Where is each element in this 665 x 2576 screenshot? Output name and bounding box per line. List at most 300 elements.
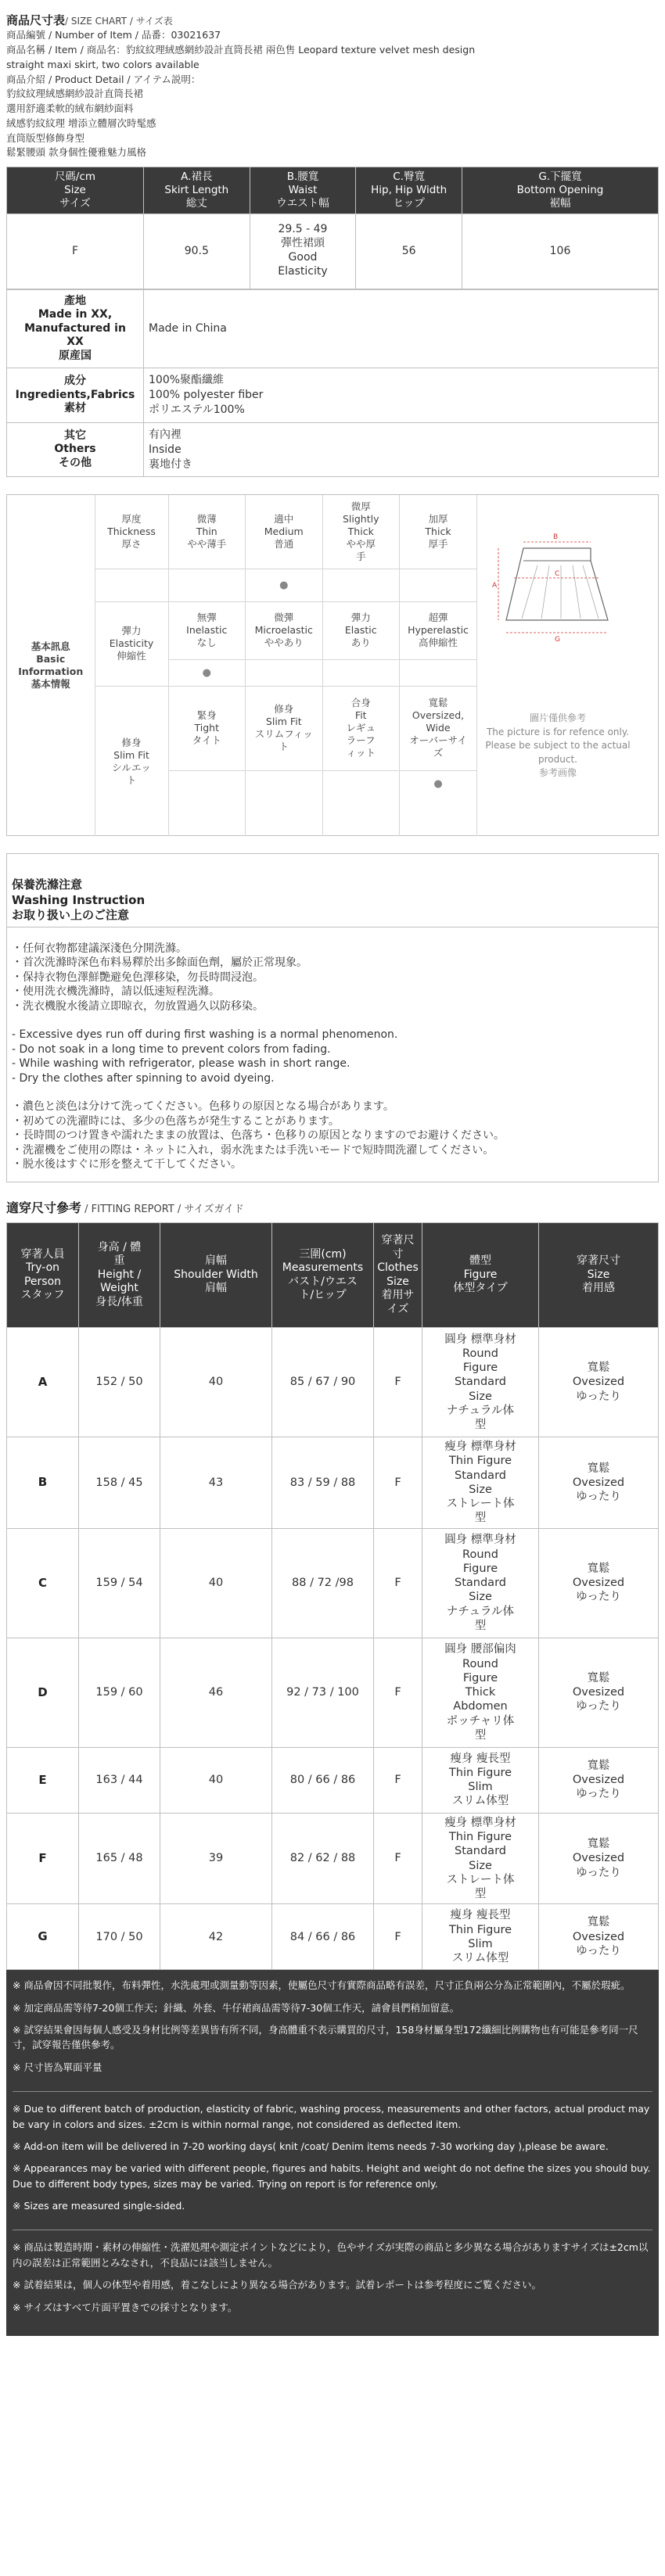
thickness-option-line: やや薄手 (187, 538, 227, 551)
fitting-fit (539, 1813, 659, 1904)
fitting-row (7, 1638, 659, 1747)
thickness-option-line: 微厚 (350, 500, 371, 513)
fit-option-line: 合身 (350, 697, 371, 709)
product-info (6, 28, 659, 160)
note-zh: ※ 商品會因不同批製作，布料彈性，水洗處理或測量動等因素，使屬色尺寸有實際商品略有誤差，尺寸正負兩公分為正常範圍內，不屬於瑕疵。 (13, 1979, 631, 1992)
washing-title-line: 保養洗滌注意 (12, 877, 83, 892)
washing-en-line: - Excessive dyes run off during first washing is a normal phenomenon. (12, 1028, 398, 1042)
waist-line: 29.5 - 49 (278, 223, 328, 236)
fit-option-line: 寬鬆 (428, 697, 448, 709)
length-cell: 90.5 (144, 213, 250, 289)
note-ja: ※ サイズはすべて片面平置きでの採寸となります。 (13, 2301, 238, 2313)
product-info-line: 商品介紹 / Product Detail / アイテム説明： (6, 73, 201, 85)
fitting-fit-line: ゆったり (576, 1944, 621, 1957)
elasticity-option-line: 超彈 (428, 612, 448, 624)
fitting-figure-line: 型 (474, 1619, 487, 1632)
fitting-fit-line: 寬鬆 (587, 1916, 610, 1929)
fitting-person: G (7, 1904, 79, 1970)
washing-ja-line: ・初めての洗濯時には、多少の色落ちが発生することがあります。 (12, 1114, 340, 1128)
fitting-shoulder: 40 (160, 1328, 272, 1437)
fitting-size: F (374, 1528, 422, 1638)
size-row (7, 213, 659, 289)
fit-option-line: タイト (192, 734, 221, 747)
fit-label-line: シルエッ (112, 761, 151, 773)
note-zh: ※ 尺寸皆為單面平量 (13, 2061, 102, 2073)
fit-option-line: 緊身 (196, 709, 217, 722)
size-header-cell (356, 167, 462, 214)
elasticity-option-line: あり (350, 637, 371, 649)
elasticity-label-line: 伸縮性 (117, 650, 146, 662)
elasticity-selected-dot: ● (202, 666, 211, 679)
fitting-header-line: Shoulder Width (174, 1268, 258, 1281)
fitting-measurements: 92 / 73 / 100 (272, 1638, 374, 1747)
skirt-diagram (491, 503, 624, 737)
fitting-table (6, 1222, 659, 1970)
meta-value-line: 有內裡 (149, 428, 182, 441)
fitting-fit-line: 寬鬆 (587, 1462, 610, 1475)
hip-cell: 56 (356, 213, 462, 289)
fitting-row (7, 1328, 659, 1437)
meta-value-line: 100%聚酯纖維 (149, 374, 225, 387)
fit-option-line: Wide (426, 722, 451, 734)
size-header-line: Bottom Opening (516, 183, 604, 196)
elasticity-option-elastic (322, 601, 400, 659)
note-ja: ※ 商品は製造時期・素材の伸縮性・洗濯処理や測定ポイントなどにより，色やサイズが実際の商品と多少異なる場合がありますサイズは±2cm以内の誤差は正常範囲とみなされ，不良品には該当しません。 (13, 2241, 649, 2269)
washing-en-line: - Do not soak in a long time to prevent colors from fading. (12, 1042, 331, 1056)
fitting-figure-line: Size (469, 1859, 492, 1872)
thickness-option-thick (400, 495, 477, 569)
fitting-figure-line: Size (469, 1483, 492, 1496)
thickness-selected-dot: ● (279, 579, 289, 591)
size-header-line: Size (64, 183, 86, 196)
thickness-label (95, 495, 168, 569)
fitting-figure-line: 瘦身 瘦長型 (450, 1752, 511, 1765)
diagram-caption-line: 参考画像 (538, 767, 577, 779)
fitting-person: A (7, 1328, 79, 1437)
washing-body (7, 927, 658, 1182)
fitting-fit-line: Ovesized (572, 1476, 625, 1489)
fitting-header-line: 着用サ (381, 1289, 415, 1302)
size-header-line: 総丈 (185, 196, 207, 210)
fitting-row (7, 1437, 659, 1529)
elasticity-option-line: 彈力 (350, 612, 371, 624)
fitting-size: F (374, 1638, 422, 1747)
fitting-fit-line: Ovesized (572, 1577, 625, 1590)
washing-en-line: - Dry the clothes after spinning to avoid dyeing. (12, 1071, 275, 1085)
size-header-line: 裾幅 (549, 196, 571, 210)
meta-label-line: XX (66, 335, 84, 349)
fit-option-line: ィット (346, 747, 376, 759)
meta-label-line: Others (54, 443, 96, 456)
fitting-fit-line: 寬鬆 (587, 1671, 610, 1684)
fitting-figure-line: 瘦身 瘦長型 (450, 1909, 511, 1922)
size-header-line: ヒップ (393, 196, 425, 210)
fitting-shoulder: 42 (160, 1904, 272, 1970)
basic-title-line: 基本訊息 (31, 640, 70, 653)
meta-value (144, 422, 659, 477)
notes-ja (13, 2237, 652, 2325)
meta-value-line: Inside (149, 443, 182, 456)
bottom-cell: 106 (462, 213, 659, 289)
fit-option-line: Fit (354, 709, 367, 722)
note-zh: ※ 試穿結果會因每個人感受及身材比例等差異皆有所不同，身高體重不表示購買的尺寸，158身材屬身型172纖細比例購物也有可能是參考同一尺寸，試穿報告僅供參考。 (13, 2024, 638, 2051)
fitting-figure-line: Standard (455, 1845, 506, 1858)
thickness-option-line: Thick (347, 526, 374, 538)
diagram-caption-line: Please be subject to the actual (485, 740, 631, 752)
meta-label (7, 422, 144, 477)
washing-title-line: Washing Instruction (12, 892, 146, 907)
fitting-fit-line: Ovesized (572, 1774, 625, 1787)
size-chart-title-main: 商品尺寸表 (6, 13, 66, 27)
washing-ja-line: ・洗濯機をご使用の際は・ネットに入れ，弱水洗または手洗いモードで短時間洗濯してください。 (12, 1143, 494, 1157)
elasticity-option-line: 微彈 (274, 612, 294, 624)
fitting-height-weight: 165 / 48 (79, 1813, 160, 1904)
note-ja: ※ 試着結果は，個人の体型や着用感，着こなしにより異なる場合があります。試着レポートは参考程度にご覧ください。 (13, 2279, 541, 2291)
meta-value (144, 289, 659, 368)
fitting-figure-line: ナチュラル体 (446, 1605, 515, 1618)
fitting-figure-line: ストレート体 (446, 1498, 515, 1511)
size-header-line: サイズ (59, 196, 91, 210)
fitting-fit-line: Ovesized (572, 1930, 625, 1943)
fitting-size: F (374, 1747, 422, 1813)
size-header-line: Skirt Length (164, 183, 229, 196)
waist-line: Elasticity (278, 265, 328, 278)
fitting-figure-line: Round (462, 1347, 498, 1360)
fitting-height-weight: 152 / 50 (79, 1328, 160, 1437)
thickness-label-line: 厚さ (121, 538, 142, 551)
washing-en (12, 1028, 653, 1085)
fitting-figure-line: Standard (455, 1577, 506, 1590)
fitting-header-line: Weight (100, 1282, 138, 1295)
fit-option-oversized (400, 686, 477, 770)
fitting-header-line: Try-on (25, 1261, 60, 1275)
fitting-fit-line: Ovesized (572, 1376, 625, 1389)
note-en: ※ Due to different batch of production, elasticity of fabric, washing process, measurements and other factors, actual product may be vary in colors and sizes. ±2cm is within normal range, not considered as deflected item. (13, 2103, 650, 2130)
fitting-header-line: 着用感 (582, 1282, 615, 1295)
fitting-figure (422, 1437, 539, 1529)
meta-value-line: 100% polyester fiber (149, 389, 264, 402)
product-info-line: 商品名稱 / Item / 商品名：豹紋紋理絨感網紗設計直筒長裙 兩色售 Leopard texture velvet mesh design (6, 44, 476, 56)
fitting-fit-line: ゆったり (576, 1700, 621, 1713)
size-header-line: B.腰寬 (286, 170, 319, 183)
size-header-cell (144, 167, 250, 214)
fitting-figure-line: Abdomen (453, 1700, 508, 1713)
fitting-person: E (7, 1747, 79, 1813)
fitting-figure-line: Thin Figure (448, 1766, 512, 1779)
product-info-line: 商品編號 / Number of Item / 品番：03021637 (6, 29, 221, 41)
fitting-size: F (374, 1328, 422, 1437)
fitting-fit (539, 1328, 659, 1437)
fit-label-line: ト (126, 773, 137, 786)
washing-zh-line: ・首次洗滌時深色布料易釋於出多餘面色劑，屬於正常現象。 (12, 956, 307, 970)
thickness-option-medium (246, 495, 323, 569)
fitting-size: F (374, 1437, 422, 1529)
fitting-shoulder: 46 (160, 1638, 272, 1747)
fitting-measurements: 83 / 59 / 88 (272, 1437, 374, 1529)
fitting-figure-line: Figure (462, 1671, 498, 1684)
fitting-header-line: 穿著尺寸 (577, 1254, 620, 1268)
fit-option-line: Tight (194, 722, 219, 734)
fitting-header-cell (374, 1223, 422, 1328)
meta-label-line: 成分 (64, 375, 86, 388)
fit-option-slim-fit (246, 686, 323, 770)
fitting-figure (422, 1638, 539, 1747)
meta-label-line: 素材 (64, 402, 86, 415)
thickness-option-line: Medium (264, 526, 304, 538)
product-info-line: 直筒版型修飾身型 (6, 131, 85, 144)
washing-zh-line: ・洗衣機脫水後請立即晾衣，勿放置過久以防移染。 (12, 999, 264, 1013)
fitting-header-line: Person (23, 1275, 62, 1288)
meta-row (7, 368, 659, 423)
fitting-person: D (7, 1638, 79, 1747)
thickness-option-thin (168, 495, 246, 569)
fitting-fit-line: ゆったり (576, 1390, 621, 1403)
fitting-figure-line: 圓身 腰部偏肉 (444, 1643, 516, 1656)
fitting-fit-line: 寬鬆 (587, 1838, 610, 1851)
waist-line: 彈性裙頭 (280, 237, 325, 250)
fitting-figure-line: Slim (468, 1781, 493, 1794)
fitting-measurements: 88 / 72 /98 (272, 1528, 374, 1638)
fitting-figure-line: 型 (474, 1512, 487, 1525)
fitting-figure-line: Slim (468, 1937, 493, 1950)
fit-option-regular (322, 686, 400, 770)
meta-value-line: Made in China (149, 321, 227, 335)
fitting-header-line: 三圍(cm) (299, 1247, 347, 1261)
fitting-header-cell (539, 1223, 659, 1328)
fitting-person: B (7, 1437, 79, 1529)
fitting-figure-line: Figure (462, 1362, 498, 1375)
elasticity-option-line: 無彈 (196, 612, 217, 624)
fitting-figure-line: Standard (455, 1376, 506, 1389)
thickness-option-line: 普通 (274, 538, 294, 551)
fitting-figure-line: ストレート体 (446, 1873, 515, 1886)
fitting-figure-line: 瘦身 標準身材 (444, 1440, 516, 1454)
fitting-header-line: 肩幅 (205, 1282, 227, 1295)
fitting-header-line: 体型タイプ (453, 1282, 508, 1295)
size-header-line: C.臀寬 (393, 170, 426, 183)
fitting-figure-line: 型 (474, 1419, 487, 1432)
fitting-header-line: バスト/ウエス (288, 1275, 358, 1288)
washing-ja (12, 1100, 653, 1171)
fitting-height-weight: 158 / 45 (79, 1437, 160, 1529)
fitting-figure-line: Size (469, 1591, 492, 1604)
thickness-option-line: Thin (196, 526, 217, 538)
size-header-line: ウエスト幅 (276, 196, 329, 210)
fitting-figure-line: 圓身 標準身材 (444, 1333, 516, 1346)
size-header-cell (7, 167, 144, 214)
thickness-option-line: やや厚 (346, 538, 376, 551)
fitting-fit-line: Ovesized (572, 1686, 625, 1699)
meta-value (144, 368, 659, 423)
fitting-fit (539, 1904, 659, 1970)
washing-title-line: お取り扱い上のご注意 (12, 908, 130, 923)
fitting-figure (422, 1528, 539, 1638)
fit-label-line: Slim Fit (113, 748, 149, 761)
product-info-line: 鬆緊腰頭 款身個性優雅魅力風格 (6, 146, 146, 159)
fitting-shoulder: 39 (160, 1813, 272, 1904)
diagram-caption-line: The picture is for refence only. (486, 726, 630, 737)
fitting-row (7, 1813, 659, 1904)
fitting-size: F (374, 1813, 422, 1904)
elasticity-option-line: Elastic (344, 624, 377, 637)
fit-label (95, 686, 168, 836)
meta-value-line: ポリエステル100% (149, 403, 245, 416)
meta-label-line: その他 (59, 456, 92, 469)
fitting-header-line: イズ (386, 1302, 409, 1315)
fitting-header-line: 寸 (392, 1247, 404, 1261)
thickness-option-line: 適中 (274, 513, 294, 526)
fitting-header-cell (79, 1223, 160, 1328)
fitting-height-weight: 159 / 54 (79, 1528, 160, 1638)
diagram-letter-b: B (553, 533, 559, 542)
fitting-figure (422, 1813, 539, 1904)
thickness-option-line: 手 (355, 551, 366, 563)
note-en: ※ Sizes are measured single-sided. (13, 2200, 185, 2212)
fit-option-line: ズ (433, 747, 444, 759)
fitting-fit (539, 1528, 659, 1638)
fitting-figure-line: Size (469, 1390, 492, 1403)
fitting-figure-line: 型 (474, 1728, 487, 1742)
washing-box (6, 853, 659, 1182)
fitting-header-line: 穿著人員 (20, 1247, 65, 1261)
fitting-header-line: 重 (113, 1254, 125, 1268)
fitting-fit (539, 1747, 659, 1813)
fitting-fit-line: ゆったり (576, 1788, 621, 1801)
fitting-row (7, 1747, 659, 1813)
fitting-figure-line: スリム体型 (451, 1952, 509, 1965)
fitting-measurements: 84 / 66 / 86 (272, 1904, 374, 1970)
fitting-header-line: Clothes (377, 1261, 419, 1275)
elasticity-option-microelastic (246, 601, 323, 659)
fitting-person: F (7, 1813, 79, 1904)
meta-value-line: 裏地付き (149, 457, 192, 471)
fitting-figure-line: スリム体型 (451, 1795, 509, 1808)
basic-title-line: 基本情報 (31, 678, 70, 691)
elasticity-option-line: Microelastic (254, 624, 313, 637)
meta-label-line: Made in XX, (38, 308, 113, 321)
size-table-header (7, 167, 659, 214)
elasticity-label-line: Elasticity (109, 637, 154, 650)
meta-label-line: 產地 (64, 294, 86, 307)
diagram-letter-c: C (555, 570, 560, 579)
fitting-header-cell (160, 1223, 272, 1328)
fitting-header-cell (7, 1223, 79, 1328)
fitting-shoulder: 40 (160, 1747, 272, 1813)
meta-label (7, 289, 144, 368)
fit-selected-dot: ● (433, 777, 443, 790)
size-cell: F (7, 213, 144, 289)
size-header-line: G.下擺寬 (538, 170, 582, 183)
fitting-fit (539, 1437, 659, 1529)
fitting-header-cell (422, 1223, 539, 1328)
size-header-line: 尺碼/cm (54, 170, 96, 183)
thickness-option-line: 加厚 (428, 513, 448, 526)
fitting-figure-line: Standard (455, 1469, 506, 1482)
fitting-figure-line: 圓身 標準身材 (444, 1534, 516, 1547)
notes-zh (13, 1975, 652, 2085)
thickness-option-line: Thick (425, 526, 451, 538)
elasticity-option-inelastic (168, 601, 246, 659)
note-zh: ※ 加定商品需等待7-20個工作天；針織、外套、牛仔裙商品需等待7-30個工作天，請會員們稍加留意。 (13, 2001, 460, 2014)
elasticity-option-line: なし (196, 637, 217, 649)
product-meta-table (6, 289, 659, 478)
notes-en (13, 2098, 652, 2223)
meta-label-line: 原産国 (59, 349, 92, 362)
meta-row (7, 289, 659, 368)
fitting-figure-line: Figure (462, 1562, 498, 1575)
product-info-line: 絨感豹紋紋理 增添立體層次時髦感 (6, 117, 156, 129)
fit-option-line: レギュ (346, 722, 376, 734)
fit-label-line: 修身 (121, 736, 142, 748)
meta-label-line: Ingredients,Fabrics (15, 388, 135, 401)
thickness-option-line: Slightly (342, 513, 379, 526)
fitting-figure-line: 型 (474, 1888, 487, 1901)
fitting-measurements: 82 / 62 / 88 (272, 1813, 374, 1904)
elasticity-option-hyperelastic (400, 601, 477, 659)
fitting-figure-line: Round (462, 1548, 498, 1561)
fitting-height-weight: 170 / 50 (79, 1904, 160, 1970)
basic-title-line: Information (18, 666, 84, 678)
size-chart-title-sub: / SIZE CHART / サイズ表 (65, 16, 173, 27)
basic-info-title (7, 495, 95, 836)
fitting-fit (539, 1638, 659, 1747)
fit-option-line: Oversized, (412, 709, 465, 722)
fitting-measurements: 85 / 67 / 90 (272, 1328, 374, 1437)
waist-line: Good (288, 251, 318, 264)
washing-zh (12, 942, 653, 1014)
basic-info-box (6, 494, 659, 836)
fitting-title-main: 適穿尺寸參考 (6, 1200, 82, 1215)
fit-option-line: ト (279, 741, 289, 753)
size-chart-title (6, 0, 659, 28)
fit-option-line: ラーフ (346, 734, 376, 747)
fitting-size: F (374, 1904, 422, 1970)
fitting-header-line: Figure (463, 1268, 498, 1281)
fitting-figure-line: Round (462, 1657, 498, 1670)
fitting-header-line: Measurements (282, 1261, 364, 1275)
washing-title (7, 854, 658, 927)
washing-ja-line: ・濃色と淡色は分けて洗ってください。色移りの原因となる場合があります。 (12, 1100, 394, 1114)
fit-option-line: オーバーサイ (409, 734, 467, 747)
fitting-header-line: Size (587, 1268, 610, 1281)
diagram-letter-a: A (492, 582, 498, 590)
fitting-header-line: Size (386, 1275, 409, 1288)
fitting-header-line: スタッフ (20, 1289, 65, 1302)
skirt-diagram-outline (506, 548, 608, 620)
washing-ja-line: ・脱水後はすぐに形を整えて干してください。 (12, 1158, 242, 1171)
fitting-header-line: ト/ヒップ (299, 1289, 347, 1302)
fitting-person: C (7, 1528, 79, 1638)
size-header-line: Hip, Hip Width (371, 183, 448, 196)
product-info-line: straight maxi skirt, two colors available (6, 58, 200, 70)
size-header-cell (250, 167, 356, 214)
product-info-line: 選用舒適柔軟的絨布網紗面料 (6, 102, 134, 114)
fitting-row (7, 1904, 659, 1970)
fitting-header-line: 身高 / 體 (97, 1240, 142, 1254)
note-en: ※ Add-on item will be delivered in 7-20 working days( knit /coat/ Denim items needs 7-30 working day ),please be aware. (13, 2140, 609, 2152)
washing-zh-line: ・使用洗衣機洗滌時，請以低速短程洗滌。 (12, 985, 220, 999)
fitting-figure-line: ポッチャリ体 (446, 1714, 515, 1727)
product-info-line: 豹紋紋理絨感網紗設計直筒長裙 (6, 88, 144, 100)
fitting-fit-line: Ovesized (572, 1852, 625, 1865)
elasticity-option-line: Hyperelastic (408, 624, 469, 637)
meta-row (7, 422, 659, 477)
fitting-figure-line: Thin Figure (448, 1455, 512, 1468)
washing-en-line: - While washing with refrigerator, please wash in short range. (12, 1057, 350, 1071)
size-header-cell (462, 167, 659, 214)
fitting-header-line: Height / (97, 1268, 142, 1281)
fitting-fit-line: ゆったり (576, 1491, 621, 1504)
